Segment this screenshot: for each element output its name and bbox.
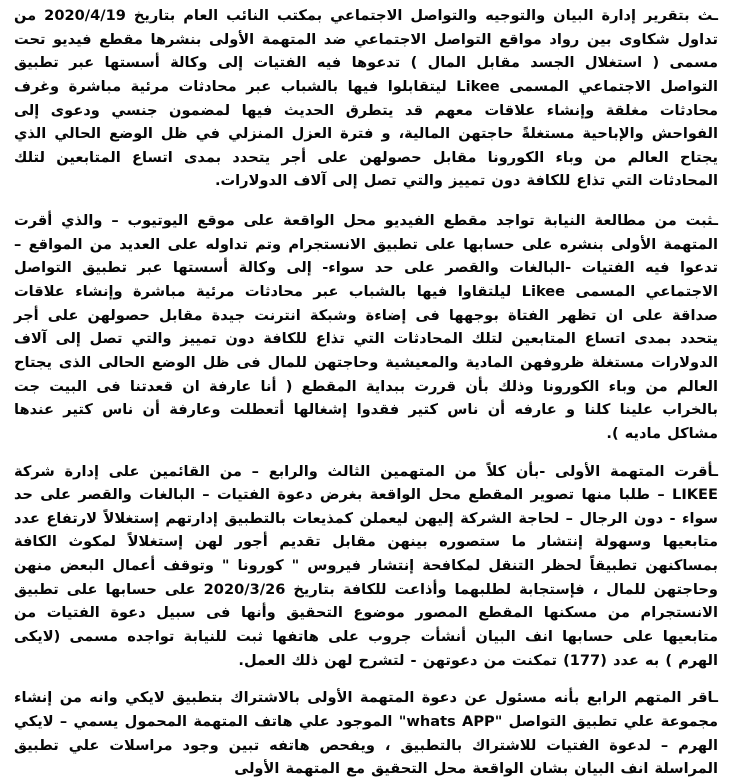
paragraph-2: ـثبت من مطالعة النيابة تواجد مقطع الفيديو محل الواقعة على موقع اليوتيوب – والذي أقرت المتهمة الأولى بنشره على حسابها على تطبيق الانستجرام وتم تداوله على العديد من المواقع – تدعوا فيه الفتيات -البالغات والقصر على حد سواء- إلى وكالة أسستها عبر تطبيق التواصل الاجتماعي المسمى Likee ليلتقاوا فيها بالشباب عبر محادثات مرئية مباشرة وإنشاء علاقات صداقة على ان تظهر الفتاة بوجهها فى إضاءة وشبكة انترنت جيدة مقابل حصولهن على أجر يتحدد بمدى اتساع المتابعين لتلك المحادثات التي تذاع للكافة دون تمييز والتي تصل إلى آلاف الدولارات مستغلة ظروفهن المادية والمعيشية وحاجتهن للمال فى ظل الوضع الحالى الذى يجتاح العالم من وباء الكورونا وذلك بأن قررت ببداية المقطع ( أنا عارفة ان قعدتنا فى البيت جت بالخراب علينا كلنا و عارفه أن ناس كتير فقدوا إشغالها أتعطلت وعارفة أن ناس كتير عندها مشاكل ماديه ).	[14, 212, 718, 442]
paragraph-4: ـاقر المتهم الرابع بأنه مسئول عن دعوة المتهمة الأولى بالاشتراك بتطبيق لايكي وانه من إنشاء مجموعة علي تطبيق التواصل "whats APP" الموجود علي هاتف المتهمة المحمول يسمي – لايكي الهرم – لدعوة الفتيات للاشتراك بالتطبيق ، ويفحص هاتفه تبين وجود مراسلات علي تطبيق المراسلة انف البيان بشان الواقعة محل التحقيق مع المتهمة الأولى	[14, 689, 718, 778]
paragraph-1: ـث بتقرير إدارة البيان والتوجيه والتواصل الاجتماعي بمكتب النائب العام بتاريخ 2020/4/19 من تداول شكاوى بين رواد مواقع التواصل الاجتماعي ضد المتهمة الأولى بنشرها مقطع فيديو تحت مسمى ( استغلال الجسد مقابل المال ) تدعوها فيه الفتيات إلى وكالة أسستها عبر تطبيق التواصل الاجتماعي المسمى Likee ليتقابلوا فيها بالشباب عبر محادثات مرئية مباشرة وغرف محادثات مغلقة وإنشاء علاقات معهم قد يتطرق الحديث فيها لمضمون جنسي ودعوى إلى الفواحش والإباحية مستغلةً حاجتهن المالية، و فترة العزل المنزلي في ظل الوضع الحالي الذي يجتاح العالم من وباء الكورونا مقابل حصولهن على أجر يتحدد بمدى اتساع المتابعين لتلك المحادثات التي تذاع للكافة دون تمييز والتي تصل إلى آلاف الدولارات.	[14, 7, 719, 190]
paragraph-3: ـأقرت المتهمة الأولى -بأن كلاً من المتهمين الثالث والرابع – من القائمين على إدارة شركة LIKEE – طلبا منها تصوير المقطع محل الواقعة بغرض دعوة الفتيات – البالغات والقصر على حد سواء - دون الرجال – لحاجة الشركة إليهن ليعملن كمذيعات بالتطبيق إدارتهم إستغلالاً لارتفاع عدد متابعيها وسهولة إنتشار ما ستصوره بينهن مقابل تقديم أجور لهن إستغلالاً لمكوث الكافة بمساكنهن تطبيقاً لحظر التنقل لمكافحة إنتشار فيروس " كورونا " وتوقف أعمال البعض منهن وحاجتهن للمال ، فإستجابة لطلبهما وأذاعت للكافة بتاريخ 2020/3/26 على حسابها على تطبيق الانستجرام من مسكنها المقطع المصور موضوع التحقيق وأنها فى سبيل دعوة الفتيات من متابعيها على حسابها انف البيان أنشأت جروب على هاتفها ثبت للنيابة تواجده مسمى (لايكى الهرم ) به عدد (177) تمكنت من دعوتهن - لتشرح لهن ذلك العمل.	[14, 462, 718, 669]
